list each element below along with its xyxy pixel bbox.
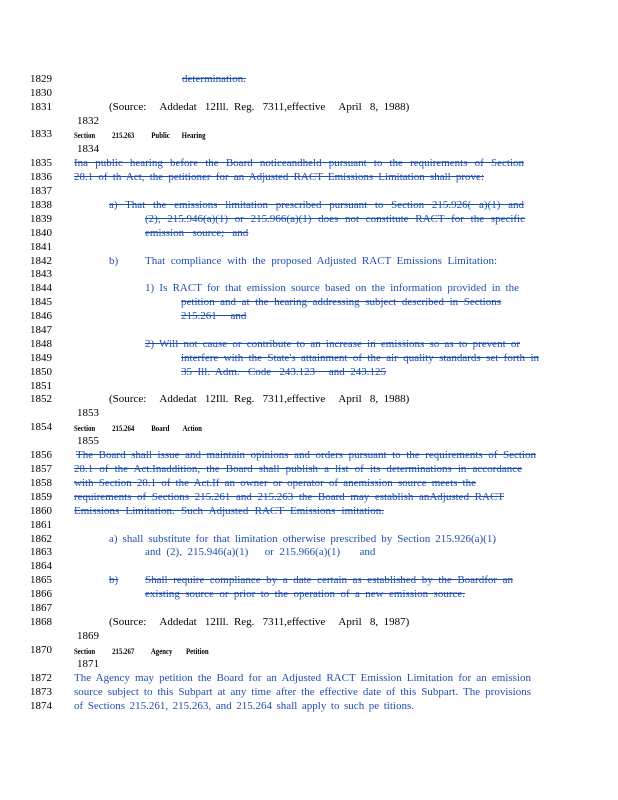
deleted-text: Shall require compliance by a date certain as established by the Boardfor an [145,574,513,586]
inline-line-number: 1853 [77,407,99,419]
deleted-text: determination. [182,73,246,85]
line-number: 1845 [30,296,52,308]
section-heading: Section 215.267 Agency Petition [74,647,209,656]
source-note: (Source: Addedat 12Ill. Reg. 7311,effective April 8, 1988) [109,101,410,113]
line-number: 1862 [30,533,52,545]
deleted-text: The Board shall issue and maintain opinions and orders pursuant to the requirements of Section [76,449,536,461]
inline-line-number: 1871 [77,658,99,670]
line-number: 1861 [30,519,52,531]
line-number: 1829 [30,73,52,85]
body-text: of Sections 215.261, 215.263, and 215.264 shall apply to such pe titions. [74,700,414,712]
deleted-text: (2), 215.946(a)(1) or 215.966(a)(1) does not constitute RACT for the specific [145,213,525,225]
deleted-text: Ina public hearing before the Board noticeandheld pursuant to the requirements of Section [74,157,524,169]
line-number: 1868 [30,616,52,628]
line-number: 1836 [30,171,52,183]
body-text: and (2), 215.946(a)(1) or 215.966(a)(1) and [145,546,376,558]
line-number: 1840 [30,227,52,239]
deleted-text: with Section 28.1 of the Act.If an owner or operator of anemission source meets the [74,477,476,489]
deleted-text: a) That the emissions limitation prescribed pursuant to Section 215.926( a)(1) and [109,199,524,211]
section-heading: Section 215.264 Board Action [74,424,202,433]
source-note: (Source: Addedat 12Ill. Reg. 7311,effective April 8, 1988) [109,393,410,405]
line-number: 1857 [30,463,52,475]
line-number: 1830 [30,87,52,99]
body-text: source subject to this Subpart at any time after the effective date of this Subpart. The provisions [74,686,531,698]
line-number: 1835 [30,157,52,169]
line-number: 1866 [30,588,52,600]
list-marker: b) [109,574,119,586]
line-number: 1873 [30,686,52,698]
line-number: 1831 [30,101,52,113]
deleted-text: 2) Will not cause or contribute to an increase in emissions so as to prevent or [145,338,520,350]
line-number: 1872 [30,672,52,684]
line-number: 1848 [30,338,52,350]
line-number: 1856 [30,449,52,461]
line-number: 1839 [30,213,52,225]
line-number: 1870 [30,644,52,656]
line-number: 1858 [30,477,52,489]
inline-line-number: 1832 [77,115,99,127]
line-number: 1843 [30,268,52,280]
deleted-text: 215.261 and [181,310,247,322]
deleted-text: Emissions Limitation. Such Adjusted RACT Emissions imitation. [74,505,384,517]
line-number: 1846 [30,310,52,322]
line-number: 1838 [30,199,52,211]
line-number: 1851 [30,380,52,392]
deleted-text: petition and at the hearing addressing subject described in Sections [181,296,501,308]
line-number: 1833 [30,128,52,140]
line-number: 1852 [30,393,52,405]
line-number: 1864 [30,560,52,572]
deleted-text: requirements of Sections 215.261 and 215.263 the Board may establish anAdjusted RACT [74,491,504,503]
line-number: 1837 [30,185,52,197]
body-text: 1) Is RACT for that emission source based on the information provided in the [145,282,519,294]
line-number: 1854 [30,421,52,433]
deleted-text: 28.1 of the Act.Inaddition, the Board shall publish a list of its determinations in accordance [74,463,522,475]
line-number: 1860 [30,505,52,517]
deleted-text: 35 Ill. Adm. Code 243.123 and 243.125 [181,366,387,378]
inline-line-number: 1855 [77,435,99,447]
line-number: 1847 [30,324,52,336]
body-text: That compliance with the proposed Adjusted RACT Emissions Limitation: [145,255,497,267]
body-text: The Agency may petition the Board for an Adjusted RACT Emission Limitation for an emission [74,672,531,684]
section-heading: Section 215.263 Public Hearing [74,131,206,140]
source-note: (Source: Addedat 12Ill. Reg. 7311,effective April 8, 1987) [109,616,410,628]
line-number: 1865 [30,574,52,586]
line-number: 1849 [30,352,52,364]
list-marker: b) [109,255,119,267]
line-number: 1867 [30,602,52,614]
line-number: 1844 [30,282,52,294]
deleted-text: emission source; and [145,227,249,239]
line-number: 1850 [30,366,52,378]
line-number: 1842 [30,255,52,267]
deleted-text: existing source or prior to the operation of a new emission source. [145,588,465,600]
deleted-text: 28.1 of th Act, the petitioner for an Adjusted RACT Emissions Limitation shall prove: [74,171,484,183]
line-number: 1841 [30,241,52,253]
line-number: 1863 [30,546,52,558]
body-text: a) shall substitute for that limitation otherwise prescribed by Section 215.926(a)(1) [109,533,496,545]
deleted-text: interfere with the State's attainment of the air quality standards set forth in [181,352,539,364]
line-number: 1874 [30,700,52,712]
inline-line-number: 1834 [77,143,99,155]
line-number: 1859 [30,491,52,503]
inline-line-number: 1869 [77,630,99,642]
